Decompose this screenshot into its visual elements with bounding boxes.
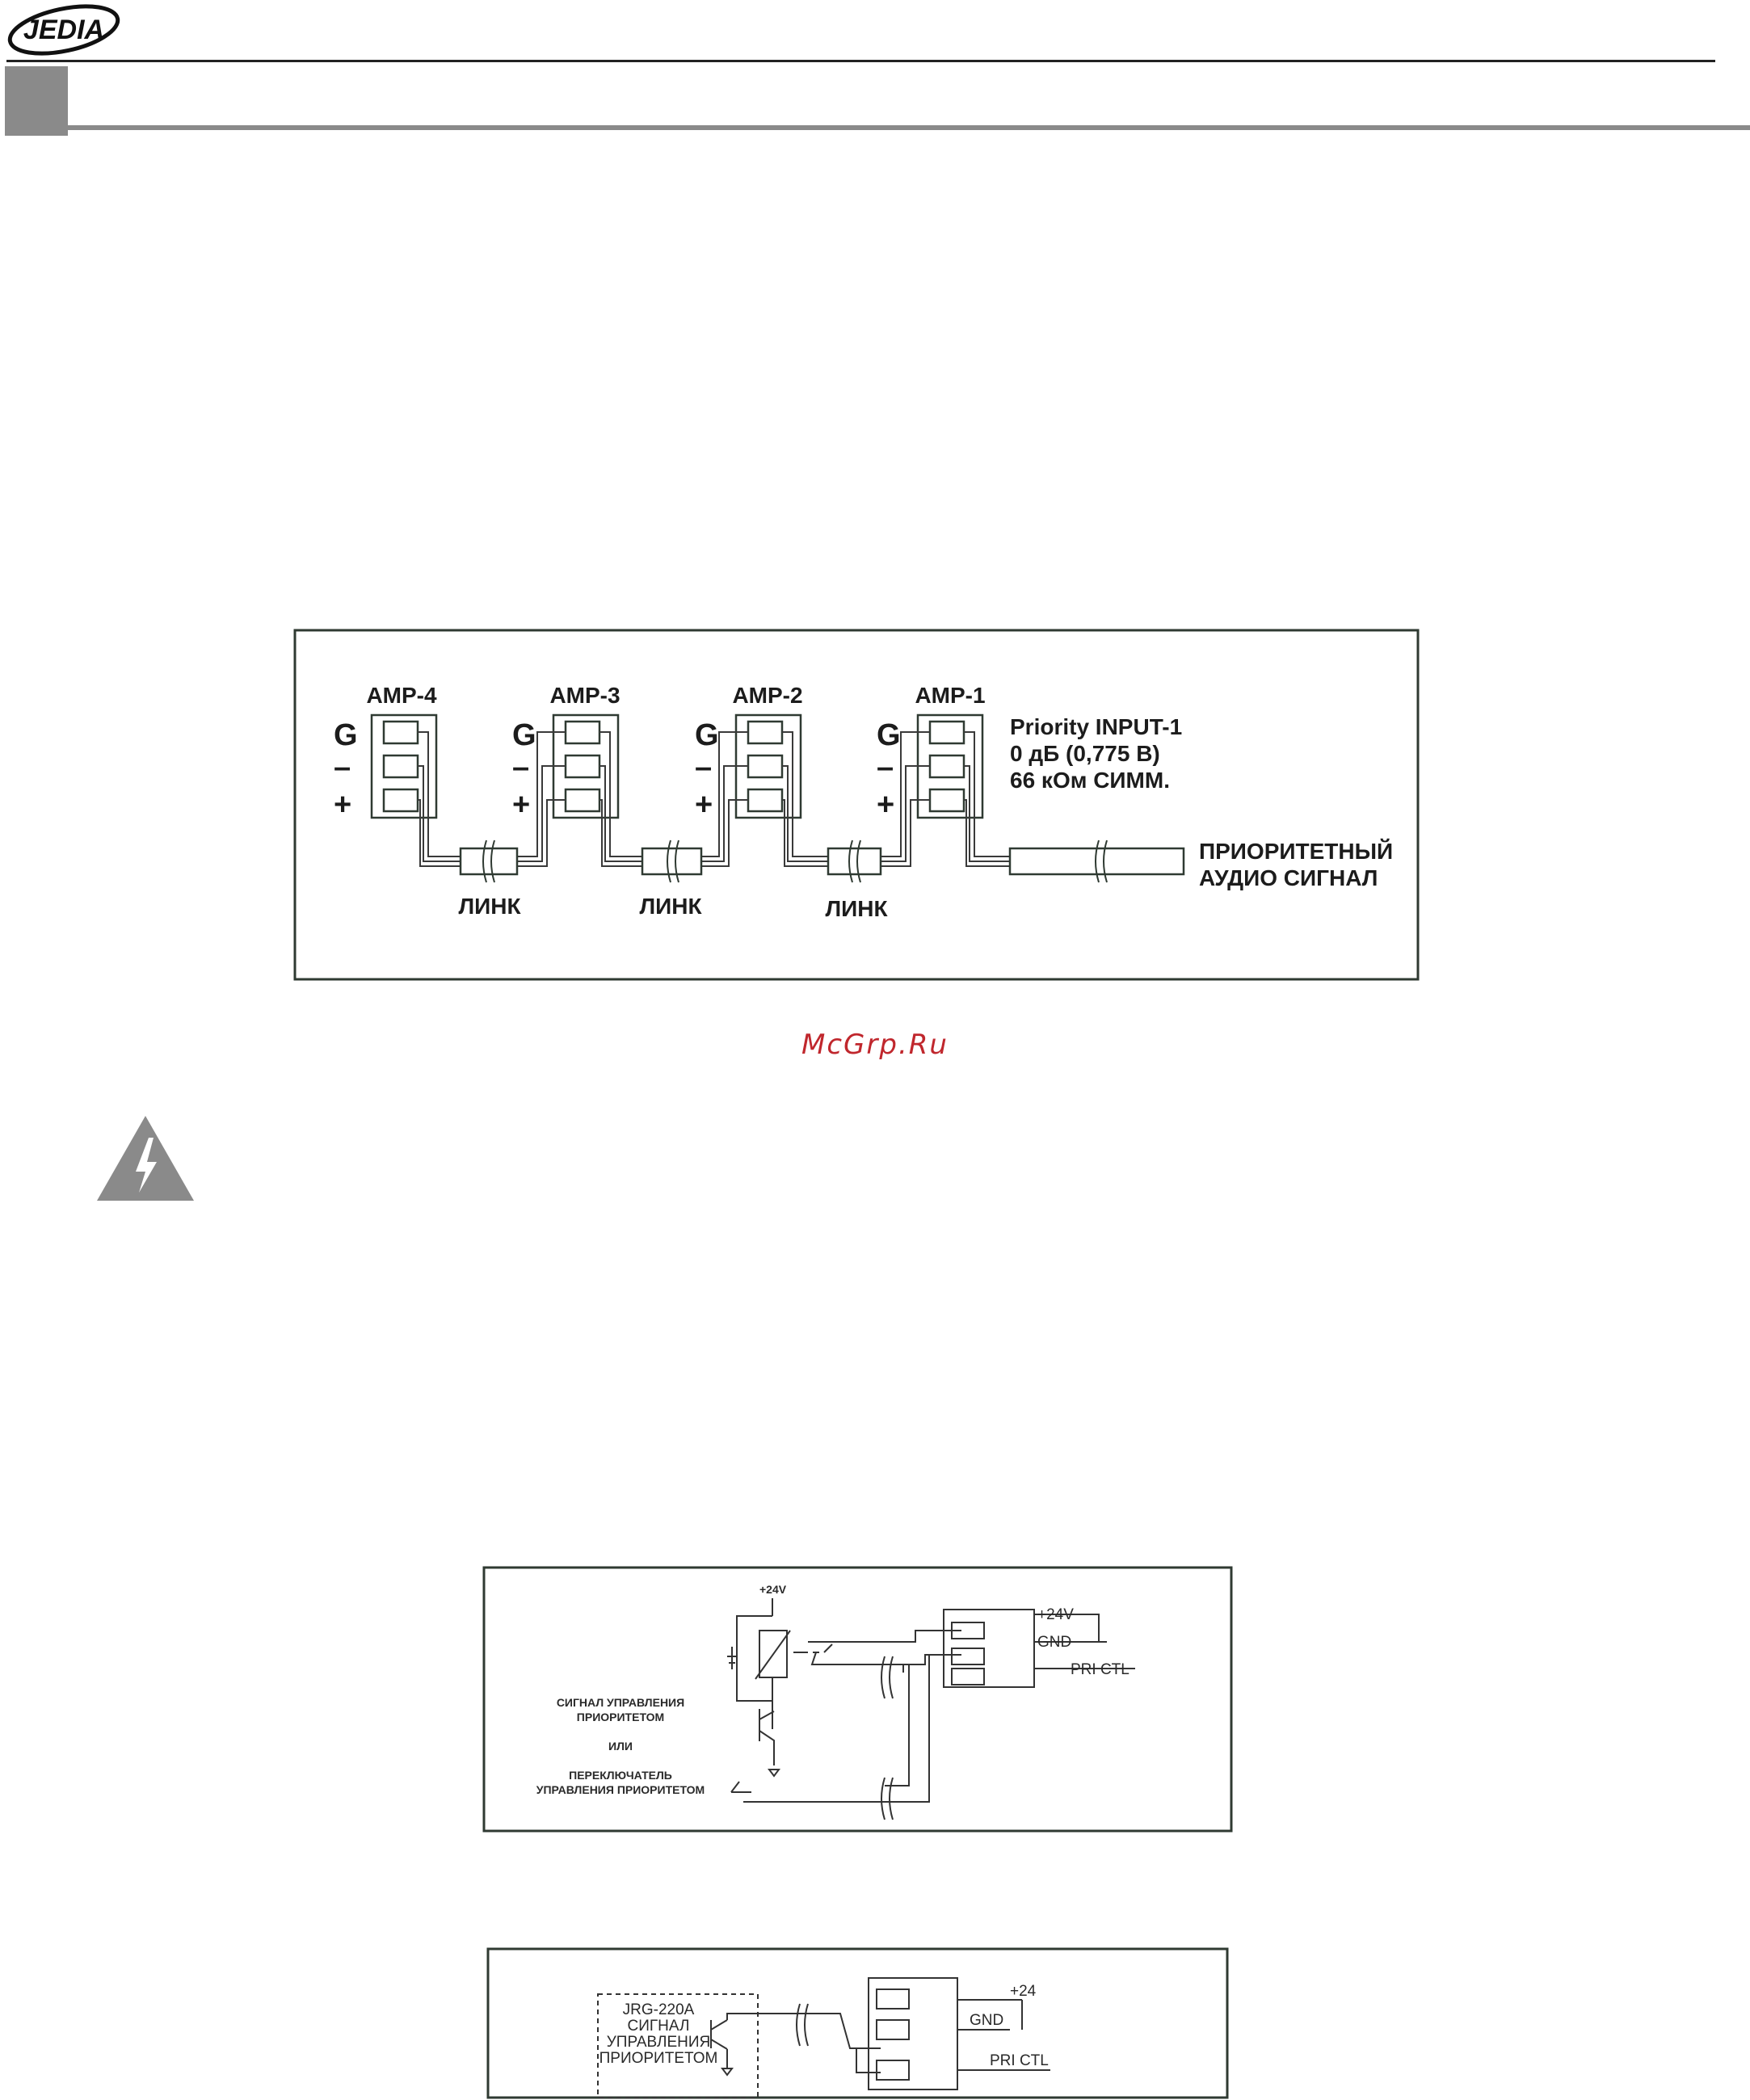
pin-g: G: [695, 718, 719, 752]
pin-g: G: [877, 718, 901, 752]
pin-minus: –: [512, 751, 530, 785]
control-signal-label: СИГНАЛ УПРАВЛЕНИЯ: [556, 1696, 685, 1709]
link-label: ЛИНК: [825, 896, 888, 921]
priority-control-diagram: [0, 1535, 1750, 1842]
jrg-device-label: ПРИОРИТЕТОМ: [599, 2050, 718, 2067]
jrg-terminal-gnd: GND: [970, 2012, 1004, 2029]
jrg-device-label: JRG-220A: [622, 2001, 695, 2018]
priority-level-label: 0 дБ (0,775 В): [1010, 741, 1160, 766]
jrg-circuit: [711, 2004, 881, 2075]
terminal-gnd: GND: [1037, 1634, 1072, 1651]
pin-minus: –: [877, 751, 894, 785]
supply-label: +24V: [759, 1583, 787, 1596]
control-signal-label: ПРИОРИТЕТОМ: [576, 1711, 665, 1723]
pin-plus: +: [334, 788, 352, 822]
jrg-control-diagram: [0, 1939, 1750, 2100]
terminal-pri-ctl: PRI CTL: [1071, 1661, 1130, 1678]
pin-g: G: [334, 718, 358, 752]
priority-input-label: Priority INPUT-1: [1010, 714, 1183, 739]
pin-minus: –: [695, 751, 713, 785]
amp-label: AMP-2: [732, 683, 803, 708]
amp-label: AMP-1: [915, 683, 986, 708]
watermark: McGrp.Ru: [801, 1029, 949, 1061]
pin-g: G: [512, 718, 536, 752]
link-label: ЛИНК: [458, 894, 521, 919]
priority-signal-label: ПРИОРИТЕТНЫЙ: [1199, 839, 1394, 864]
switch-label: ПЕРЕКЛЮЧАТЕЛЬ: [569, 1769, 672, 1782]
amp-label: AMP-3: [549, 683, 620, 708]
jrg-device-label: УПРАВЛЕНИЯ: [606, 2034, 711, 2051]
link-label: ЛИНК: [639, 894, 702, 919]
pin-minus: –: [334, 751, 351, 785]
jrg-device-label: СИГНАЛ: [627, 2018, 690, 2035]
pin-plus: +: [512, 788, 531, 822]
jrg-terminal-pri-ctl: PRI CTL: [990, 2052, 1049, 2069]
pin-plus: +: [695, 788, 713, 822]
priority-signal-label: АУДИО СИГНАЛ: [1199, 865, 1378, 890]
priority-impedance-label: 66 кОм СИММ.: [1010, 768, 1170, 793]
pin-plus: +: [877, 788, 895, 822]
or-label: ИЛИ: [608, 1740, 633, 1753]
relay-circuit: [727, 1598, 790, 1776]
switch-label: УПРАВЛЕНИЯ ПРИОРИТЕТОМ: [536, 1783, 705, 1796]
amp-label: AMP-4: [366, 683, 437, 708]
control-wires: [731, 1631, 961, 1820]
jrg-terminal-24: +24: [1010, 1983, 1037, 2000]
logo-text: JEDIA: [23, 15, 105, 45]
high-voltage-warning-icon: [95, 1113, 196, 1204]
terminal-24v: +24V: [1037, 1606, 1074, 1623]
